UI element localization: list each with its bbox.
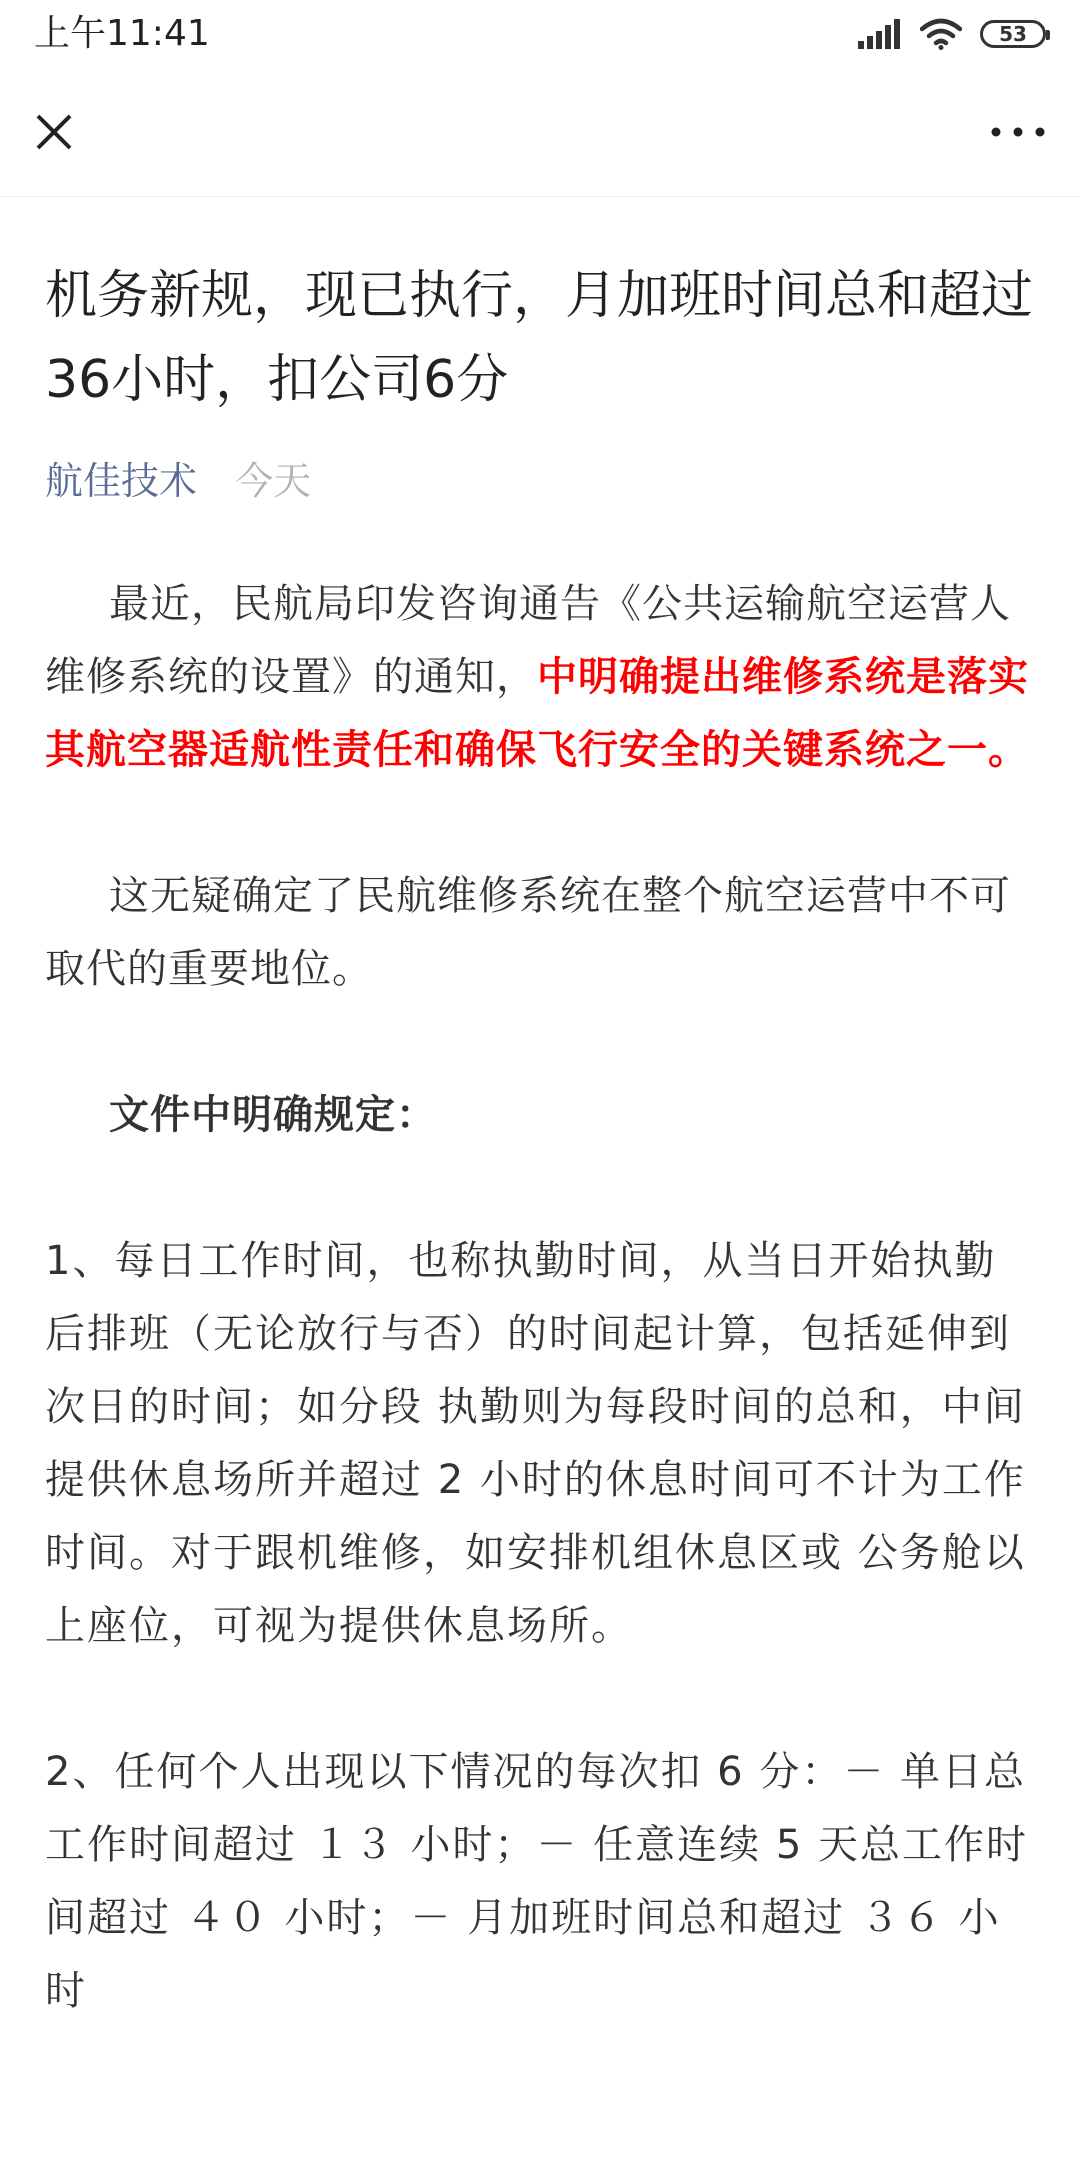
- close-icon: [22, 100, 86, 164]
- more-icon: [982, 100, 1054, 164]
- paragraph-1: [45, 568, 1035, 787]
- wifi-icon: [920, 18, 962, 50]
- publish-date: 今天: [235, 459, 312, 503]
- close-button[interactable]: [22, 100, 86, 164]
- section-heading: 文件中明确规定：: [109, 1092, 437, 1138]
- author-link[interactable]: 航佳技术: [45, 459, 198, 503]
- battery-icon: [980, 20, 1046, 48]
- paragraph-2: 这无疑确定了民航维修系统在整个航空运营中不可取代的重要地位。: [45, 873, 1011, 992]
- status-time: 上午11:41: [34, 13, 210, 54]
- paragraph-1-text: 最近，民航局印发咨询通告《公共运输航空运营人维修系统的设置》的通知，: [45, 581, 1011, 700]
- article-content: [45, 196, 1035, 2028]
- status-icons: [858, 16, 1046, 52]
- paragraph-1-highlight: 中明确提出维修系统是落实其航空器适航性责任和确保飞行安全的关键系统之一。: [45, 654, 1029, 773]
- article-title: 机务新规，现已执行，月加班时间总和超过36小时，扣公司6分: [45, 266, 1034, 410]
- paragraph-rule-1: 1、每日工作时间，也称执勤时间，从当日开始执勤后排班（无论放行与否）的时间起计算，包括延伸到次日的时间；如分段 执勤则为每段时间的总和，中间提供休息场所并超过 2 小时的休息时间可不计为工作时间。对于跟机维修，如安排机组休息区或 公务舱以上座位，可视为提供休息场所。: [45, 1238, 1026, 1649]
- nav-bar: [0, 68, 1080, 197]
- more-button[interactable]: [982, 100, 1054, 164]
- battery-level: 53: [999, 22, 1027, 46]
- paragraph-rule-2: 2、任何个人出现以下情况的每次扣 6 分：－ 单日总工作时间超过 １３ 小时；－ 任意连续 5 天总工作时间超过 ４０ 小时；－ 月加班时间总和超过 ３６ 小时: [45, 1749, 1029, 2014]
- article-meta: [45, 456, 1035, 506]
- status-bar: [0, 0, 1080, 68]
- signal-icon: [858, 19, 902, 49]
